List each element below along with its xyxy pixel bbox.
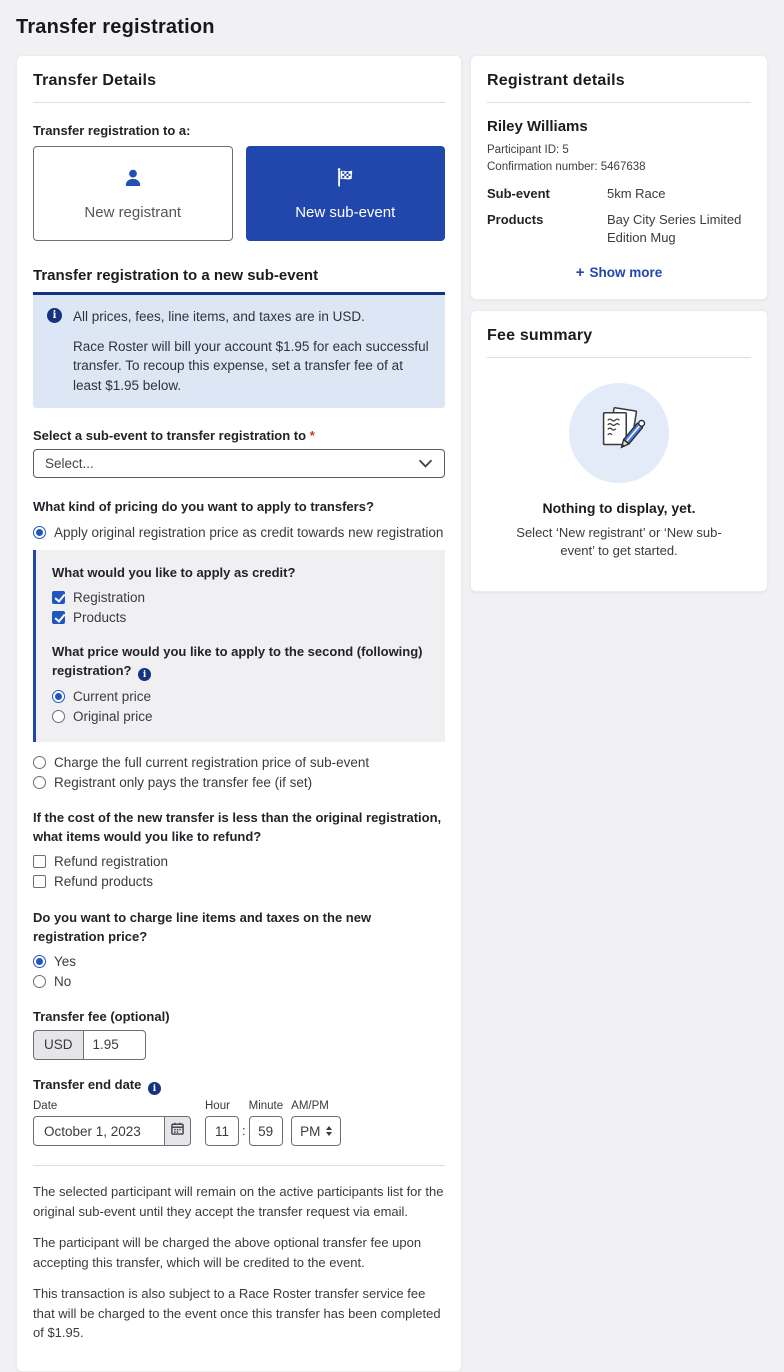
info-icon[interactable] [138,668,151,681]
checkbox-option-registration[interactable] [52,588,429,608]
radio-button[interactable] [33,756,46,769]
currency-prefix: USD [33,1030,84,1060]
transfer-to-label: Transfer registration to a: [33,123,191,138]
radio-button[interactable] [33,975,46,988]
footnote-3: This transaction is also subject to a Race Roster transfer service fee that will be charged to the event once this transfer has been completed of $1.95. [33,1286,441,1341]
info-icon[interactable] [148,1082,161,1095]
pricing-question: What kind of pricing do you want to apply to transfers? [33,499,374,515]
sub-event-row-label: Sub-event [487,186,550,201]
calendar-icon [171,1122,184,1140]
chevron-down-icon [418,456,433,471]
ampm-field [291,1100,341,1146]
alert-line-1: All prices, fees, line items, and taxes are in USD. [73,309,365,324]
registrant-details-heading: Registrant details [487,72,625,89]
radio-button[interactable] [33,955,46,968]
radio-option-yes[interactable] [33,952,445,972]
products-row-value: Bay City Series Limited Edition Mug [607,212,742,246]
fee-summary-card [470,310,768,593]
alert-line-2: Race Roster will bill your account $1.95 for each successful transfer. To recoup this expense, set a transfer fee of at least $1.95 below. [73,338,429,393]
radio-button[interactable] [52,690,65,703]
radio-option-original-price[interactable] [52,706,429,726]
checkbox-label: Registration [73,590,146,606]
radio-label: No [54,974,72,990]
divider [487,102,751,103]
ampm-select[interactable] [291,1116,341,1146]
radio-option-full-price[interactable] [33,752,445,772]
radio-option-fee-only[interactable] [33,772,445,792]
checkbox-label: Products [73,610,127,626]
transfer-details-heading: Transfer Details [33,72,157,89]
checkbox[interactable] [33,875,46,888]
empty-state-title: Nothing to display, yet. [542,499,696,516]
end-date-row [33,1100,445,1146]
refund-question: If the cost of the new transfer is less than the original registration, what items would you like to refund? [33,810,442,845]
empty-state-subtitle: Select ‘New registrant’ or ‘New sub-event’ to get started. [516,524,722,559]
participant-id: Participant ID: 5 [487,144,569,156]
transfer-details-card [16,55,462,1372]
ampm-label: AM/PM [291,1100,329,1113]
show-more-label: Show more [589,264,663,280]
radio-label: Apply original registration price as credit towards new registration [54,524,444,540]
radio-label: Original price [73,708,153,724]
registrant-name: Riley Williams [487,118,588,135]
radio-option-credit[interactable] [33,522,445,542]
radio-label: Registrant only pays the transfer fee (if set) [54,774,313,790]
divider [33,102,445,103]
info-icon [47,308,62,323]
tile-label: New sub-event [295,204,396,221]
transfer-fee-label: Transfer fee (optional) [33,1008,170,1024]
products-row-label: Products [487,212,544,228]
minute-input[interactable] [249,1116,283,1146]
date-label: Date [33,1100,58,1113]
transfer-target-tiles [33,146,445,241]
checkbox-label: Refund registration [54,854,169,870]
price-question: What price would you like to apply to the second (following) registration? i [52,643,429,681]
credit-question: What would you like to apply as credit? [52,565,296,581]
hour-label: Hour [205,1100,230,1113]
footnote-1: The selected participant will remain on the active participants list for the original sub-event until they accept the transfer request via email. [33,1184,444,1219]
checkbox[interactable] [52,591,65,604]
select-value: Select... [45,456,94,472]
radio-label: Yes [54,954,77,970]
date-field [33,1100,191,1146]
required-asterisk: * [309,428,315,444]
sub-event-select[interactable] [33,449,445,478]
radio-option-no[interactable] [33,972,445,992]
checkered-flag-icon [333,166,357,195]
minute-label: Minute [248,1100,284,1113]
sub-event-select-label: Select a sub-event to transfer registration to * [33,428,315,444]
sub-event-section-heading: Transfer registration to a new sub-event [33,267,319,284]
plus-icon: + [575,263,585,281]
radio-button[interactable] [52,710,65,723]
tile-label: New registrant [84,204,182,221]
time-separator: : [242,1123,246,1139]
tile-new-sub-event[interactable] [246,146,446,241]
transfer-fee-group [33,1030,445,1060]
radio-label: Charge the full current registration price of sub-event [54,754,370,770]
date-input[interactable] [33,1116,164,1146]
tile-new-registrant[interactable] [33,146,233,241]
radio-button[interactable] [33,776,46,789]
info-alert [33,292,445,408]
minute-field [249,1100,284,1146]
sub-event-row-value: 5km Race [607,186,666,201]
empty-state-illustration [569,383,669,483]
fee-summary-heading: Fee summary [487,326,593,344]
checkbox[interactable] [52,611,65,624]
checkbox-label: Refund products [54,874,154,890]
footnote-2: The participant will be charged the above optional transfer fee upon accepting this transfer, which will be credited to the event. [33,1235,422,1270]
page-title: Transfer registration [16,16,215,38]
radio-label: Current price [73,688,152,704]
credit-options-box [33,550,445,742]
checkbox[interactable] [33,855,46,868]
transfer-end-date-label: Transfer end date i [33,1077,445,1096]
registrant-details-card [470,55,768,300]
checkbox-option-products[interactable] [52,608,429,628]
two-column-layout [16,55,768,1372]
show-more-link[interactable] [487,265,751,280]
radio-button[interactable] [33,526,46,539]
person-icon [121,166,145,195]
checkbox-option-refund-registration[interactable] [33,852,445,872]
hour-field [205,1100,239,1146]
right-column [470,55,768,592]
divider [487,357,751,358]
confirmation-number: Confirmation number: 5467638 [487,161,646,173]
transfer-fee-input[interactable] [84,1030,146,1060]
checkbox-option-refund-products[interactable] [33,872,445,892]
calendar-button[interactable] [164,1116,191,1146]
radio-option-current-price[interactable] [52,686,429,706]
hour-input[interactable] [205,1116,239,1146]
registrant-rows [487,185,751,248]
papers-and-pencil-icon [590,401,648,464]
divider [33,1165,445,1166]
ampm-value: PM [300,1123,321,1139]
line-items-question: Do you want to charge line items and taxes on the new registration price? [33,909,372,944]
